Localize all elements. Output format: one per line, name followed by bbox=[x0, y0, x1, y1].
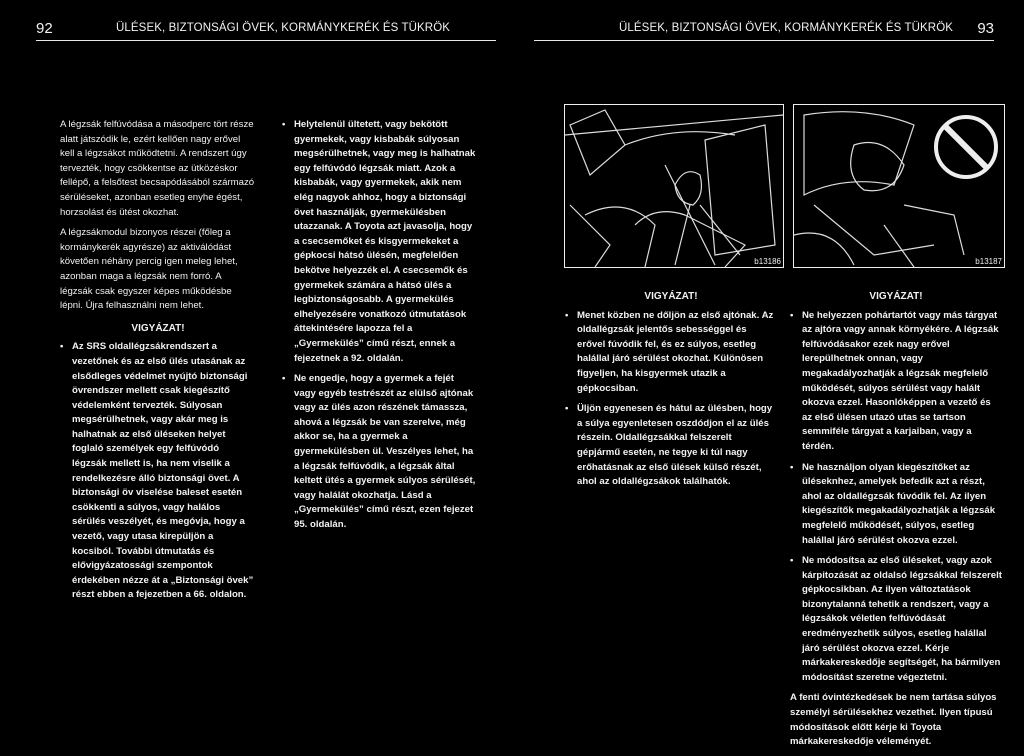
right-column-2 bbox=[790, 282, 1002, 756]
left-column-1 bbox=[60, 118, 256, 609]
child-leaning-on-door-illustration bbox=[565, 105, 783, 267]
left-column-2 bbox=[282, 118, 478, 539]
caution-heading: VIGYÁZAT! bbox=[869, 291, 923, 302]
paragraph: A légzsák felfúvódása a másodperc tört része alatt játszódik le, ezért kellően nagy erővel kell a légzsákot működtetni. A rendszert úgy tervezték, hogy csökkentse az ütközéskor fellépő, a felsőtest becsapódásából származó sérüléseket, azonban esetleg enyhe égést, horzsolást és ütést okozhat. bbox=[60, 119, 255, 218]
caution-item: • Ne módosítsa az első üléseket, vagy azok kárpitozását az oldalsó légzsákkal felszerelt gépkocsikban. Az ilyen változtatások bizonytalanná tehetik a rendszert, vagy a légzsákok véletlen felfúvódását eredményezhetik súlyos, esetleg halállal járó sérülést okozva ezzel. Kérje márkakereskedője segítségét, ha bármilyen módosítást szeretne végeztetni. bbox=[790, 554, 1002, 685]
caution-item: • Menet közben ne dőljön az első ajtónak. Az oldallégzsák jelentős sebességgel és erővel fúvódik fel, és ez súlyos, esetleg halállal járó sérülést okozhat. Különösen figyeljen, ha kisgyermek utazik a gépkocsiban. bbox=[565, 309, 777, 397]
left-page-number: 92 bbox=[36, 20, 53, 37]
warning-item: • Ne engedje, hogy a gyermek a fejét vagy egyéb testrészét az elülső ajtónak vagy az ülés azon részének támassza, ahová a légzsák be van szerelve, még akkor se, ha a gyermek a gyermekülésben ül. Veszélyes lehet, ha a légzsák felfúvódik, a légzsák által keltett ütés a gyermek súlyos sérülését, vagy halálát okozhatja. Lásd a „Gyermekülés” című részt, ezen fejezet 95. oldalán. bbox=[282, 372, 478, 533]
paragraph: A légzsákmodul bizonyos részei (főleg a kormánykerék agyrésze) az aktiválódást követően néhány percig igen meleg lehet, azonban maga a légzsák nem forró. A légzsák csak egyszer képes működésbe lépni. Újra felhasználni nem lehet. bbox=[60, 227, 238, 312]
caution-item: • Ne helyezzen pohártartót vagy más tárgyat az ajtóra vagy annak környékére. A légzsák felfúvódásakor ezek nagy erővel lerepülhetnek onnan, vagy megakadályozhatják a légzsák megfelelő működését, súlyos sérülést vagy halált okozva ezzel. Hasonlóképpen a vezető és az első ülésen utazó utas se tartson semmiféle tárgyat a karjaiban, vagy a térdén. bbox=[790, 309, 1002, 455]
warning-list bbox=[282, 118, 478, 533]
figure-code: b13187 bbox=[975, 257, 1002, 266]
right-page-header-title: ÜLÉSEK, BIZTONSÁGI ÖVEK, KORMÁNYKERÉK ÉS TÜKRÖK bbox=[619, 22, 954, 34]
left-page-header bbox=[36, 18, 496, 41]
right-page bbox=[512, 0, 1024, 748]
figure-no-objects-on-door bbox=[793, 104, 1005, 268]
figure-leaning-on-door bbox=[564, 104, 784, 268]
caution-list bbox=[565, 309, 777, 490]
caution-item: • Az SRS oldallégzsákrendszert a vezetőnek és az első ülés utasának az elsődleges védelmet nyújtó biztonsági övrendszer mellett csak kiegészítő védelemként tervezték. Súlyosan megsérülhetnek, vagy akár meg is halhatnak az első üléseken helyet foglaló személyek egy felfúvódó légzsák mellett is, ha nem viselik a rendelkezésre álló biztonsági övet. A biztonsági öv viselése baleset esetén csökkenti a súlyos, vagy halálos sérülés veszélyét, és megóvja, hogy a vezető, vagy utasa kirepüljön a kocsiból. További útmutatás és elővigyázatossági szempontok érdekében nézze át a „Biztonsági övek” részt ebben a fejezetben a 66. oldalon. bbox=[60, 340, 256, 603]
figure-code: b13186 bbox=[754, 257, 781, 266]
door-prohibition-illustration bbox=[794, 105, 1004, 267]
right-column-1 bbox=[565, 282, 777, 496]
closing-paragraph: A fenti óvintézkedések be nem tartása súlyos személyi sérülésekhez vezethet. Ilyen típusú módosítások előtt kérje ki Toyota márkakereskedője véleményét. bbox=[790, 692, 997, 748]
right-page-header bbox=[534, 18, 994, 41]
caution-list bbox=[790, 309, 1002, 686]
caution-item: • Üljön egyenesen és hátul az ülésben, hogy a súlya egyenletesen oszdódjon el az ülés részein. Oldallégzsákkal felszerelt gépjármű esetén, ne tegye ki túl nagy erőhatásnak az első ülések külső részét, ahol az oldallégzsákok találhatók. bbox=[565, 402, 777, 490]
caution-heading: VIGYÁZAT! bbox=[644, 291, 698, 302]
caution-list bbox=[60, 340, 256, 603]
left-page bbox=[0, 0, 512, 709]
left-page-header-title: ÜLÉSEK, BIZTONSÁGI ÖVEK, KORMÁNYKERÉK ÉS TÜKRÖK bbox=[116, 22, 451, 34]
warning-item: • Helytelenül ültetett, vagy bekötött gyermekek, vagy kisbabák súlyosan megsérülhetnek, vagy meg is halhatnak egy felfúvódó légzsák miatt. Azok a kisbabák, vagy gyermekek, akik nem elég nagyok ahhoz, hogy a biztonsági övet használják, gyermekülésben utazzanak. A Toyota azt javasolja, hogy a csecsemőket és kisgyermekeket a gépkocsi hátsó ülésén, megfelelően bekötve helyezzék el. A csecsemők és gyermekek számára a hátsó ülés a legbiztonságosabb. A gyermekülés elhelyezésére vonatkozó útmutatások áttekintésére lapozza fel a „Gyermekülés” című részt, ennek a fejezetnek a 92. oldalán. bbox=[282, 118, 478, 366]
right-page-number: 93 bbox=[977, 20, 994, 37]
caution-item: • Ne használjon olyan kiegészítőket az üléseknhez, amelyek befedik azt a részt, ahol az oldallégzsák fúvódik fel. Az ilyen kiegészítők megakadályozhatják a légzsák megfelelő működését, súlyos, esetleg halállal járó sérülést okozva ezzel. bbox=[790, 461, 1002, 549]
caution-heading: VIGYÁZAT! bbox=[131, 322, 185, 334]
